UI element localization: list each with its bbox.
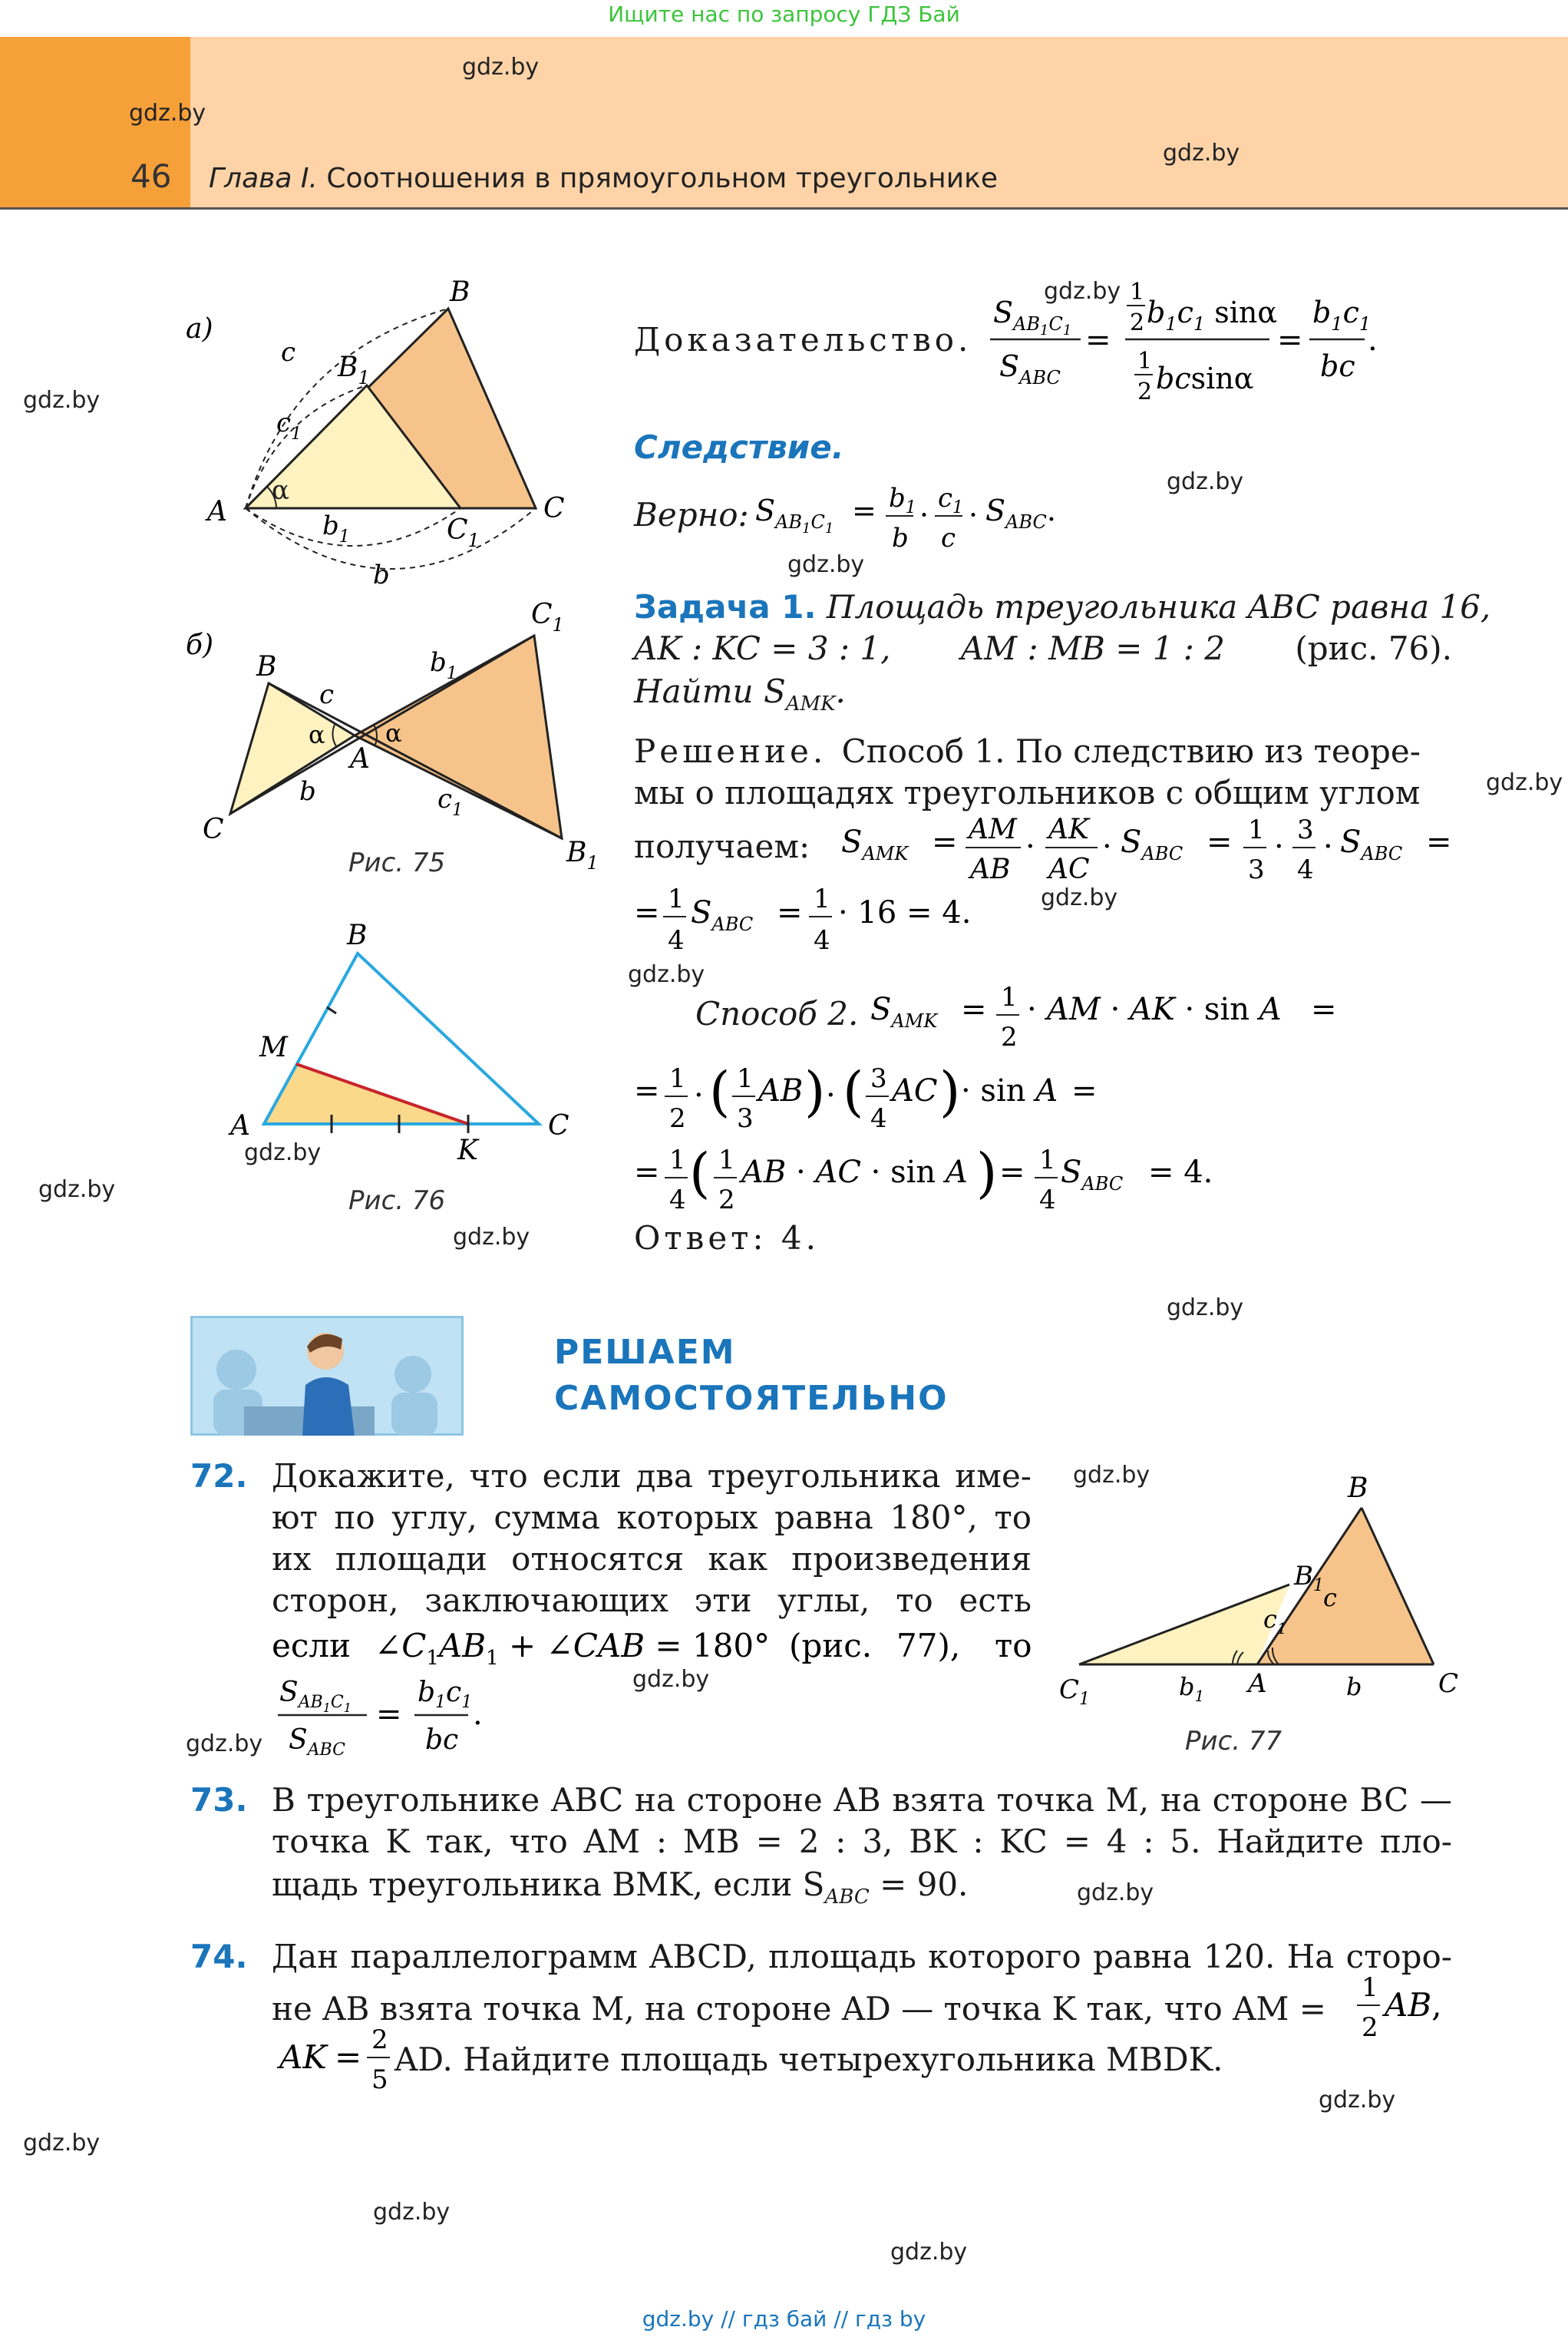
- svg-text:3: 3: [1297, 815, 1314, 845]
- svg-text:C: C: [203, 814, 224, 845]
- svg-text:b1: $b_1$: [889, 483, 916, 517]
- svg-text:C: C: [548, 1110, 569, 1142]
- svg-text:·: ·: [1323, 829, 1333, 864]
- svg-text:b1: $b_1$: [430, 647, 457, 683]
- svg-text:b1: $b_1$: [322, 511, 350, 547]
- section-illustration: [190, 1316, 464, 1436]
- svg-text:5: 5: [371, 2064, 388, 2095]
- svg-text:4: 4: [814, 925, 830, 956]
- problem-72-line1: Докажите, что если два треугольника име-: [272, 1457, 1032, 1495]
- page-number: 46: [130, 157, 172, 195]
- svg-text:c: c: [941, 523, 956, 554]
- svg-text:=: =: [634, 1155, 660, 1190]
- task1-line2: AK : KC = 3 : 1, AM : MB = 1 : 2 (рис. 76).: [634, 630, 1452, 667]
- watermark: gdz.by: [1319, 2087, 1396, 2114]
- background-figure: [216, 1350, 256, 1390]
- problem-74-number: 74.: [190, 1938, 248, 1975]
- svg-text:∠C1AB1 + ∠CAB = 180°: $\angle C_1AB_1$ + ∠CAB = 180°: [375, 1627, 771, 1670]
- svg-text:c1: $c_1$: [437, 784, 464, 820]
- problem-73-line3: щадь треугольника BMK, если $S_{ABC} = 90$.: [272, 1866, 969, 1909]
- svg-text:2: 2: [1137, 378, 1153, 405]
- svg-text:1: 1: [669, 1063, 686, 1094]
- problem-73-line2: точка K так, что AM : MB = 2 : 3, BK : KC = 4 : 5. Найдите пло-: [272, 1823, 1452, 1860]
- svg-text:AB: AB: [758, 1073, 804, 1109]
- svg-text:1: 1: [737, 1063, 754, 1094]
- watermark: gdz.by: [632, 1666, 710, 1693]
- svg-text:·: ·: [826, 1078, 836, 1113]
- svg-text:C: C: [543, 493, 565, 524]
- svg-text:b: b: [299, 776, 316, 807]
- svg-text:то: то: [995, 1627, 1032, 1664]
- svg-text:1: 1: [1130, 279, 1145, 306]
- svg-text:4: 4: [1039, 1185, 1056, 1215]
- svg-text:SABC: $S_{ABC}$: [1121, 825, 1183, 864]
- svg-text:3: 3: [1248, 854, 1265, 885]
- problem-74-line1: Дан параллелограмм ABCD, площадь которого равна 120. На сторо-: [272, 1938, 1452, 1975]
- section-title-line2: САМОСТОЯТЕЛЬНО: [554, 1379, 949, 1418]
- svg-text:·: ·: [1274, 829, 1284, 864]
- svg-text:4: 4: [870, 1103, 887, 1134]
- svg-text:=: =: [1277, 322, 1303, 358]
- svg-text:K: K: [457, 1135, 478, 1166]
- svg-text:b: b: [892, 523, 909, 554]
- svg-text:AK: AK: [1048, 814, 1089, 845]
- svg-text:·: ·: [694, 1078, 704, 1113]
- svg-text:·: ·: [1027, 992, 1037, 1027]
- svg-text:4: 4: [669, 1185, 686, 1215]
- svg-text:AK: AK: [279, 2038, 327, 2076]
- svg-text:2: 2: [1362, 2012, 1378, 2043]
- svg-text:·: ·: [969, 498, 979, 532]
- problem-72-line3: их площади относятся как произведения: [272, 1540, 1032, 1578]
- watermark: gdz.by: [244, 1139, 322, 1166]
- answer: Ответ: 4.: [634, 1219, 820, 1257]
- svg-text:B: B: [450, 276, 470, 308]
- problem-73-number: 73.: [190, 1781, 248, 1819]
- svg-text:AM: AM: [969, 814, 1017, 845]
- svg-text:SABC: $S_{ABC}$: [1340, 825, 1403, 864]
- svg-text:2: 2: [371, 2024, 388, 2055]
- svg-text:1: 1: [814, 884, 830, 914]
- svg-text:SABC: $S_{ABC}$: [691, 895, 754, 935]
- svg-text:A: A: [1248, 1668, 1267, 1699]
- svg-text:bc: bc: [425, 1724, 459, 1756]
- svg-text:.: .: [1368, 322, 1378, 358]
- problem-73-line1: В треугольнике ABC на стороне AB взята точка M, на стороне BC —: [272, 1781, 1452, 1819]
- svg-text:b1c1: $b_1c_1$: [1312, 296, 1372, 335]
- svg-text:SAMK: $S_{AMK}$: [870, 992, 938, 1032]
- watermark: gdz.by: [373, 2199, 451, 2226]
- svg-text:c1: $c_1$: [276, 408, 302, 444]
- svg-text:1: 1: [1001, 982, 1018, 1013]
- watermark: gdz.by: [186, 1730, 263, 1757]
- watermark: gdz.by: [1073, 1462, 1150, 1489]
- svg-text:=: =: [335, 2038, 362, 2076]
- figure-76: [223, 914, 591, 1167]
- svg-text:c1: $c_1$: [938, 483, 964, 517]
- problem-72-line4: сторон, заключающих эти углы, то есть: [272, 1581, 1032, 1619]
- solution-line3: получаем:: [634, 828, 810, 865]
- svg-text:A: A: [230, 1110, 250, 1142]
- svg-text:B1: $B_1$: [338, 352, 370, 388]
- svg-text:b: b: [373, 560, 390, 590]
- fig76-caption: Рис. 76: [348, 1185, 446, 1216]
- svg-text:· 16 = 4.: · 16 = 4.: [838, 895, 972, 930]
- proof-formula: [975, 273, 1405, 411]
- way2-formula1: [866, 975, 1357, 1052]
- svg-text:B: B: [347, 920, 368, 951]
- svg-text:B1: $B_1$: [1294, 1561, 1324, 1595]
- svg-text:c: c: [1323, 1583, 1337, 1612]
- watermark: gdz.by: [1044, 278, 1121, 305]
- svg-text:1: 1: [668, 884, 685, 914]
- footer-links[interactable]: gdz.by // гдз бай // гдз by: [642, 2306, 926, 2332]
- svg-text:(рис.: (рис.: [789, 1627, 873, 1664]
- svg-text:2: 2: [1001, 1022, 1018, 1052]
- svg-text:AB,: AB,: [1385, 1986, 1442, 2024]
- watermark: gdz.by: [453, 1224, 530, 1251]
- svg-text:SAB1C1: $S_{AB}1C1$: [755, 494, 834, 537]
- svg-text:2: 2: [718, 1185, 735, 1215]
- label-b: б): [186, 630, 214, 661]
- student-body: [302, 1377, 355, 1436]
- svg-text:=: =: [1085, 322, 1111, 358]
- svg-text:): ): [976, 1142, 998, 1205]
- svg-text:SAB1C1: $S_{AB}1C1$: [993, 296, 1072, 339]
- task1-line3: Найти $S_{AMK}$.: [634, 673, 846, 716]
- solution-line1: Решение. Способ 1. По следствию из теоре-: [634, 732, 1421, 770]
- problem-72-number: 72.: [190, 1457, 248, 1495]
- svg-text:(: (: [709, 1060, 731, 1123]
- problem-74-line3: AD. Найдите площадь четырехугольника MBDK.: [394, 2041, 1223, 2078]
- svg-text:bc: bc: [1320, 349, 1355, 383]
- corollary-title: Следствие.: [634, 428, 844, 466]
- svg-text:AC: AC: [1048, 854, 1090, 885]
- header-divider: [0, 207, 1568, 210]
- svg-text:=: =: [777, 895, 803, 930]
- watermark: gdz.by: [628, 961, 705, 988]
- svg-text:AB: AB: [970, 854, 1011, 885]
- way2-formula3: [634, 1133, 1217, 1225]
- fig75-caption: Рис. 75: [348, 848, 446, 878]
- svg-text:SABC: $S_{ABC}$: [999, 349, 1061, 388]
- figure-75b: [177, 599, 622, 875]
- svg-text:=: =: [999, 1155, 1025, 1190]
- svg-text:C1: $C_1$: [447, 514, 480, 551]
- svg-text:=: =: [1311, 992, 1337, 1027]
- svg-text:2: 2: [669, 1103, 686, 1134]
- svg-text:α: α: [385, 719, 402, 748]
- figure-75a: [177, 261, 606, 599]
- svg-text:c: c: [281, 337, 296, 368]
- problem-72-line2: ют по углу, сумма которых равна 180°, то: [272, 1499, 1032, 1536]
- svg-text:·: ·: [1025, 829, 1035, 864]
- watermark: gdz.by: [1167, 1294, 1244, 1321]
- task1-line1: Задача 1. Площадь треугольника ABC равна 16,: [634, 588, 1491, 626]
- watermark: gdz.by: [1163, 140, 1240, 167]
- svg-text:α: α: [309, 720, 325, 749]
- svg-text:B: B: [1348, 1472, 1368, 1504]
- watermark: gdz.by: [890, 2239, 968, 2266]
- svg-text:c1: $c_1$: [1263, 1605, 1287, 1638]
- svg-text:· sin A: · sin A: [961, 1073, 1058, 1109]
- problem-74-line2: не AB взята точка M, на стороне AD — точка K так, что AM =: [272, 1990, 1326, 2028]
- svg-text:(: (: [689, 1142, 711, 1205]
- svg-text:=: =: [634, 1073, 660, 1109]
- svg-text:2: 2: [1130, 309, 1145, 336]
- svg-text:77),: 77),: [896, 1627, 961, 1664]
- svg-text:C1: $C_1$: [1059, 1674, 1091, 1709]
- svg-text:.: .: [473, 1697, 483, 1732]
- svg-text:=: =: [376, 1697, 402, 1732]
- svg-text:=: =: [1071, 1073, 1098, 1109]
- svg-text:=: =: [1207, 825, 1233, 860]
- svg-text:=: =: [961, 992, 987, 1027]
- watermark: gdz.by: [1041, 884, 1118, 911]
- top-note[interactable]: Ищите нас по запросу ГДЗ Бай: [608, 2, 960, 27]
- svg-text:): ): [939, 1060, 961, 1123]
- svg-text:bcsinα: bcsinα: [1156, 362, 1254, 395]
- svg-text:A: A: [207, 496, 227, 527]
- svg-text:A: A: [350, 743, 370, 775]
- svg-text:1: 1: [1039, 1145, 1056, 1175]
- label-a: а): [186, 313, 213, 345]
- svg-text:SAB1C1: $S_{AB}1C1$: [279, 1677, 352, 1715]
- watermark: gdz.by: [38, 1176, 116, 1203]
- svg-text:C: C: [1438, 1668, 1459, 1699]
- proof-label: Доказательство.: [634, 321, 972, 359]
- svg-text:=: =: [634, 895, 660, 930]
- svg-text:α: α: [272, 475, 289, 506]
- way2-label: Способ 2.: [695, 995, 859, 1033]
- problem-74-frac1: [1355, 1965, 1455, 2050]
- svg-text:1: 1: [1362, 1972, 1378, 2003]
- way2-formula2: [634, 1052, 1125, 1144]
- svg-text:AB · AC · sin A: AB · AC · sin A: [741, 1155, 968, 1190]
- svg-text:1: 1: [718, 1145, 735, 1175]
- way1-formula-cont: [634, 875, 1018, 960]
- triangle-amk: [264, 1064, 468, 1124]
- svg-text:3: 3: [737, 1103, 754, 1134]
- svg-text:=: =: [932, 825, 958, 860]
- svg-text:B: B: [256, 651, 277, 682]
- svg-text:3: 3: [870, 1063, 887, 1094]
- svg-text:): ): [804, 1060, 826, 1123]
- corollary-verno: Верно:: [634, 496, 749, 534]
- watermark: gdz.by: [1167, 468, 1244, 495]
- svg-text:C1: $C_1$: [531, 599, 564, 636]
- problem-72-formula2: [272, 1666, 517, 1758]
- solution-line2: мы о площадях треугольников с общим углом: [634, 774, 1421, 811]
- svg-text:c: c: [319, 679, 335, 710]
- figure-77: [1059, 1469, 1520, 1715]
- watermark: gdz.by: [23, 2130, 101, 2157]
- watermark: gdz.by: [23, 387, 101, 414]
- svg-text:1: 1: [1248, 815, 1265, 845]
- svg-text:b1c1 sinα: $b_1c_1$ sinα: [1147, 296, 1278, 335]
- fig77-caption: Рис. 77: [1185, 1726, 1282, 1757]
- svg-text:1: 1: [1137, 348, 1153, 375]
- corollary-formula: [751, 473, 1104, 557]
- svg-text:(: (: [843, 1060, 864, 1123]
- svg-text:b: b: [1346, 1672, 1362, 1701]
- svg-text:SAMK: $S_{AMK}$: [841, 825, 909, 864]
- triangle-abc: [230, 683, 355, 814]
- watermark: gdz.by: [462, 54, 540, 81]
- svg-text:SABC: $S_{ABC}$: [289, 1724, 345, 1758]
- watermark: gdz.by: [1486, 769, 1563, 796]
- watermark: gdz.by: [787, 551, 865, 578]
- svg-text:M: M: [259, 1032, 288, 1063]
- svg-text:SABC.: $S_{ABC}$.: [985, 494, 1056, 533]
- svg-text:·: ·: [1102, 829, 1112, 864]
- watermark: gdz.by: [1077, 1879, 1154, 1906]
- section-title-line1: РЕШАЕМ: [554, 1333, 736, 1372]
- svg-text:= 4.: = 4.: [1148, 1155, 1213, 1190]
- svg-text:1: 1: [669, 1145, 686, 1175]
- svg-text:=: =: [1426, 825, 1452, 860]
- svg-text:·: ·: [919, 498, 929, 532]
- svg-text:4: 4: [668, 925, 685, 956]
- chapter-title: Глава I. Соотношения в прямоугольном треугольнике: [209, 163, 998, 194]
- svg-text:4: 4: [1297, 854, 1314, 885]
- svg-text:SABC: $S_{ABC}$: [1061, 1155, 1124, 1195]
- svg-text:AC: AC: [892, 1073, 938, 1109]
- svg-text:b1: $b_1$: [1179, 1672, 1205, 1705]
- background-figure: [394, 1356, 431, 1393]
- watermark: gdz.by: [129, 100, 206, 127]
- svg-text:B1: $B_1$: [566, 837, 599, 874]
- svg-text:=: =: [852, 494, 876, 527]
- svg-text:b1c1: $b_1c_1$: [418, 1677, 473, 1712]
- svg-text:если: если: [272, 1627, 352, 1664]
- svg-text:AM · AK · sin A: AM · AK · sin A: [1047, 992, 1282, 1027]
